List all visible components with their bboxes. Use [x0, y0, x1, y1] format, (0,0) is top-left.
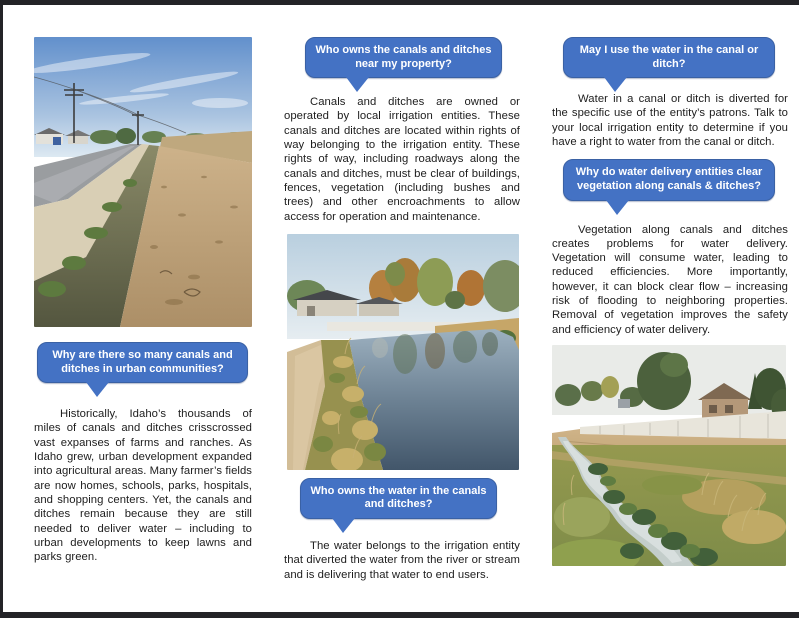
callout-may-i-use-water-text: May I use the water in the canal or ditch?	[579, 44, 759, 70]
callout-clear-vegetation	[563, 159, 775, 200]
paragraph-water-ownership: The water belongs to the irrigation entity that diverted the water from the river or stream and is delivering that water to end users.	[284, 540, 520, 581]
paragraph-water-use: Water in a canal or ditch is diverted for the specific use of the entity’s patrons. Talk to your local irrigation entity to determine if you have a right to water from the canal or ditch.	[552, 93, 788, 149]
paragraph-vegetation: Vegetation along canals and ditches creates problems for water delivery. Vegetation will consume water, leading to reduced efficiencies. More importantly, however, it can block clear flow – increasing risk of flooding to neighboring properties. Removal of vegetation improves the safety and efficiency of water delivery.	[552, 223, 788, 336]
callout-may-i-use-water	[563, 37, 775, 78]
vegetated-ditch-photo	[552, 345, 786, 566]
paragraph-urban-communities: Historically, Idaho’s thousands of miles of canals and ditches crisscrossed vast expanses of farms and ranches. As Idaho grew, urban development expanded into agricultural areas. Many farmer’s fields are now homes, schools, parks, hospitals, and shopping centers. Yet, the canals and ditches remain because they are still needed to deliver water – including to urban developments to keep lawns and parks green.	[34, 408, 252, 564]
callout-tail	[332, 518, 355, 533]
callout-who-owns-water	[300, 478, 497, 519]
callout-who-owns-canals-text: Who owns the canals and ditches near my property?	[315, 44, 492, 70]
screen-edge-top	[0, 0, 799, 5]
callout-tail	[606, 200, 629, 215]
column-middle	[284, 37, 520, 582]
callout-urban-communities	[37, 342, 248, 383]
column-left	[34, 37, 252, 564]
roadside-ditch-photo	[34, 37, 252, 327]
callout-who-owns-water-text: Who owns the water in the canals and ditches?	[310, 484, 487, 511]
callout-tail	[604, 77, 627, 92]
screen-edge-left	[0, 0, 3, 618]
callout-tail	[86, 382, 109, 397]
urban-canal-photo	[287, 234, 519, 470]
callout-who-owns-canals	[305, 37, 502, 78]
paragraph-canal-ownership: Canals and ditches are owned or operated by local irrigation entities. These canals and ditches are located within rights of way belonging to the irrigation entity. These rights of way, including roadways along the canals and ditches, must be clear of buildings, fences, vegetation (including bushes and trees) and other encroachments to allow access for operation and maintenance.	[284, 96, 520, 223]
screen-edge-bottom	[0, 612, 799, 618]
callout-urban-communities-text: Why are there so many canals and ditches in urban communities?	[52, 349, 233, 375]
column-right	[552, 37, 788, 566]
callout-clear-vegetation-text: Why do water delivery entities clear vegetation along canals & ditches?	[575, 166, 763, 192]
callout-tail	[346, 77, 369, 92]
